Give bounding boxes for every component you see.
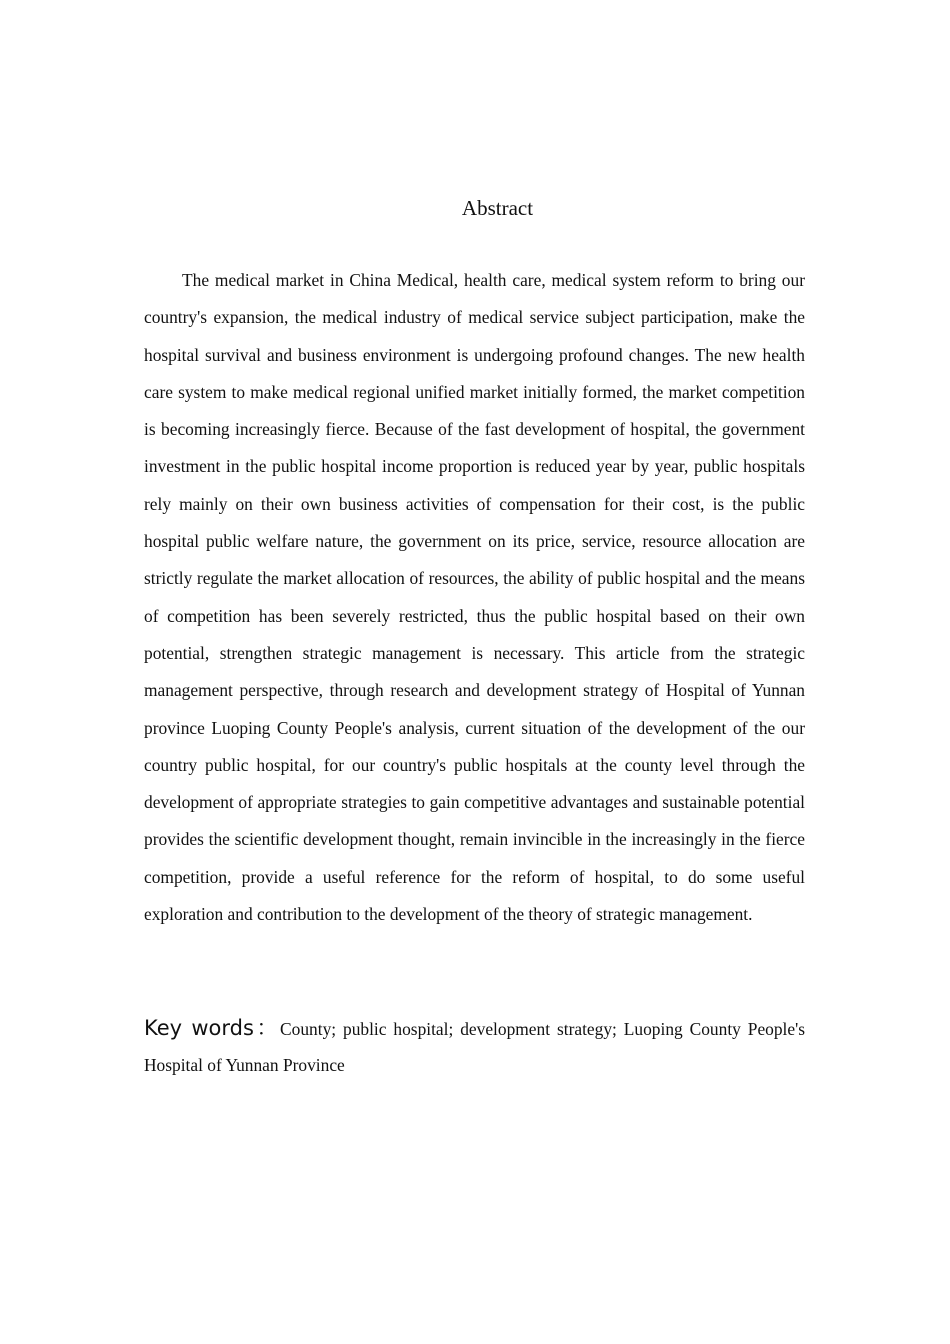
keywords-paragraph (144, 1010, 805, 1083)
abstract-title: Abstract (461, 196, 534, 220)
keywords-label: Key words： (144, 1016, 281, 1040)
abstract-body: The medical market in China Medical, health care, medical system reform to bring our country's expansion, the medical industry of medical service subject participation, make the hospital survival and business environment is undergoing profound changes. The new health care system to make medical regional unified market initially formed, the market competition is becoming increasingly fierce. Because of the fast development of hospital, the government investment in the public hospital income proportion is reduced year by year, public hospitals rely mainly on their own business activities of compensation for their cost, is the public hospital public welfare nature, the government on its price, service, resource allocation are strictly regulate the market allocation of resources, the ability of public hospital and the means of competition has been severely restricted, thus the public hospital based on their own potential, strengthen strategic management is necessary. This article from the strategic management perspective, through research and development strategy of Hospital of Yunnan province Luoping County People's analysis, current situation of the development of the our country public hospital, for our country's public hospitals at the county level through the development of appropriate strategies to gain competitive advantages and sustainable potential provides the scientific development thought, remain invincible in the increasingly in the fierce competition, provide a useful reference for the reform of hospital, to do some useful exploration and contribution to the development of the theory of strategic management. (144, 270, 805, 925)
keywords-text: County; public hospital; development strategy; Luoping County People's Hospital of Yunnan Province (144, 1019, 805, 1075)
